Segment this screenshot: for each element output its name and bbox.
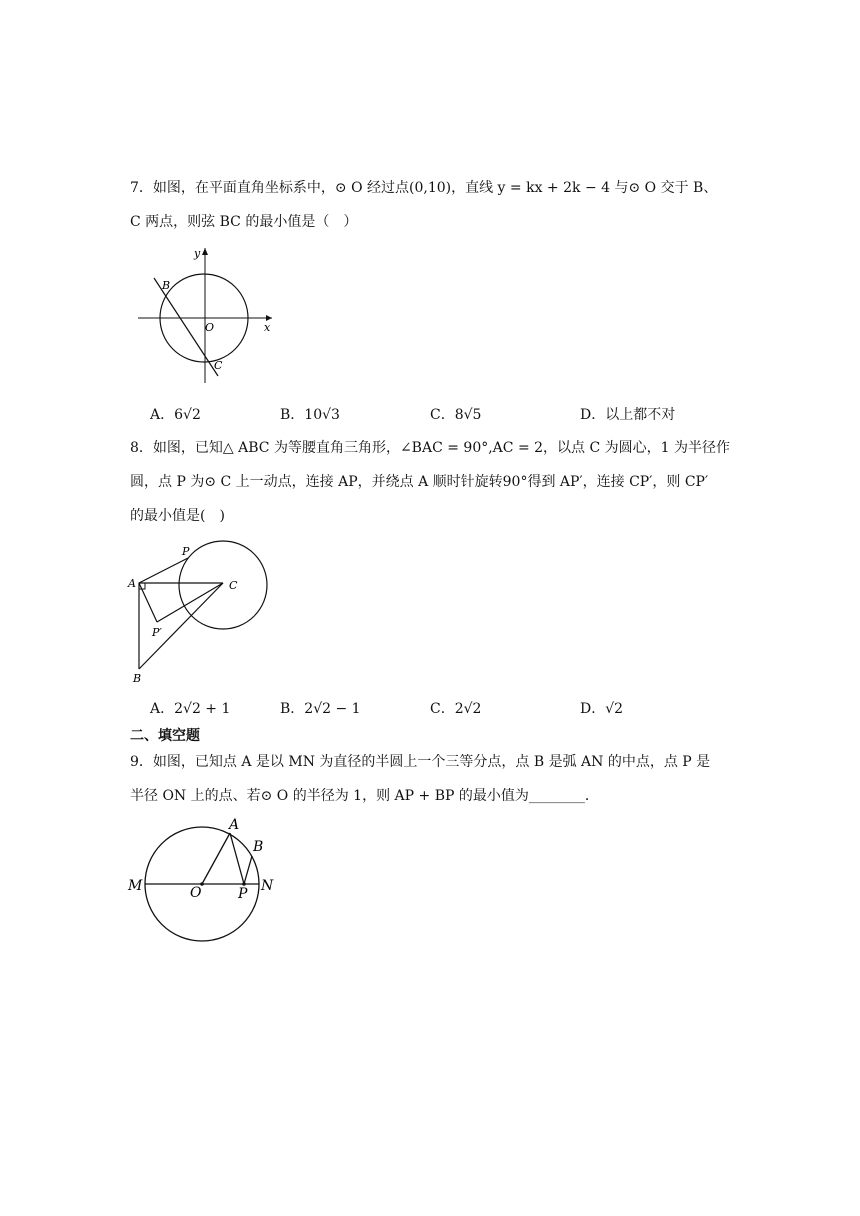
q9-label-p: P bbox=[238, 886, 248, 902]
q7-label-o: O bbox=[205, 321, 215, 334]
q8-label-b: B bbox=[133, 672, 142, 685]
q8-label-p-prime: P′ bbox=[152, 626, 162, 639]
q8-option-d[interactable]: D．√2 bbox=[580, 701, 624, 717]
q7-label-c: C bbox=[214, 359, 223, 372]
q9-label-o: O bbox=[190, 885, 202, 901]
q7-option-b[interactable]: B．10√3 bbox=[280, 407, 340, 423]
q9-text-line-2: 半径 ON 上的点、若⊙ O 的半径为 1，则 AP + BP 的最小值为________． bbox=[130, 788, 599, 804]
q9-label-b: B bbox=[253, 839, 264, 855]
q7-text-line-2: C 两点，则弦 BC 的最小值是（ ） bbox=[130, 214, 358, 230]
q8-option-c[interactable]: C．2√2 bbox=[430, 701, 482, 717]
q7-label-x: x bbox=[264, 321, 271, 334]
q7-figure bbox=[136, 243, 276, 383]
q8-figure bbox=[126, 536, 276, 686]
q7-label-b: B bbox=[162, 279, 171, 292]
q8-text-line-1: 8．如图，已知△ ABC 为等腰直角三角形，∠BAC = 90°,AC = 2，以点 C 为圆心，1 为半径作 bbox=[130, 440, 731, 456]
q8-label-c: C bbox=[229, 579, 238, 592]
q7-option-c[interactable]: C．8√5 bbox=[430, 407, 482, 423]
q8-option-a[interactable]: A．2√2 + 1 bbox=[150, 701, 231, 717]
q9-text-line-1: 9．如图，已知点 A 是以 MN 为直径的半圆上一个三等分点，点 B 是弧 AN 的中点，点 P 是 bbox=[130, 754, 711, 770]
section-title-fill-in: 二、填空题 bbox=[130, 728, 200, 744]
q9-label-m: M bbox=[128, 878, 143, 894]
q8-text-line-3: 的最小值是( ) bbox=[130, 508, 225, 524]
q7-text-line-1: 7．如图，在平面直角坐标系中，⊙ O 经过点(0,10)，直线 y = kx + 2k − 4 与⊙ O 交于 B、 bbox=[130, 180, 718, 196]
q8-option-b[interactable]: B．2√2 − 1 bbox=[280, 701, 361, 717]
q9-label-a: A bbox=[229, 817, 240, 833]
q7-option-d[interactable]: D．以上都不对 bbox=[580, 407, 676, 423]
q7-option-a[interactable]: A．6√2 bbox=[150, 407, 201, 423]
q9-figure bbox=[126, 816, 286, 946]
q8-text-line-2: 圆，点 P 为⊙ C 上一动点，连接 AP，并绕点 A 顺时针旋转90°得到 AP′，连接 CP′，则 CP′ bbox=[130, 474, 709, 490]
q8-label-p: P bbox=[182, 545, 190, 558]
q9-label-n: N bbox=[261, 878, 274, 894]
q8-label-a: A bbox=[128, 577, 136, 590]
q7-label-y: y bbox=[194, 247, 201, 260]
